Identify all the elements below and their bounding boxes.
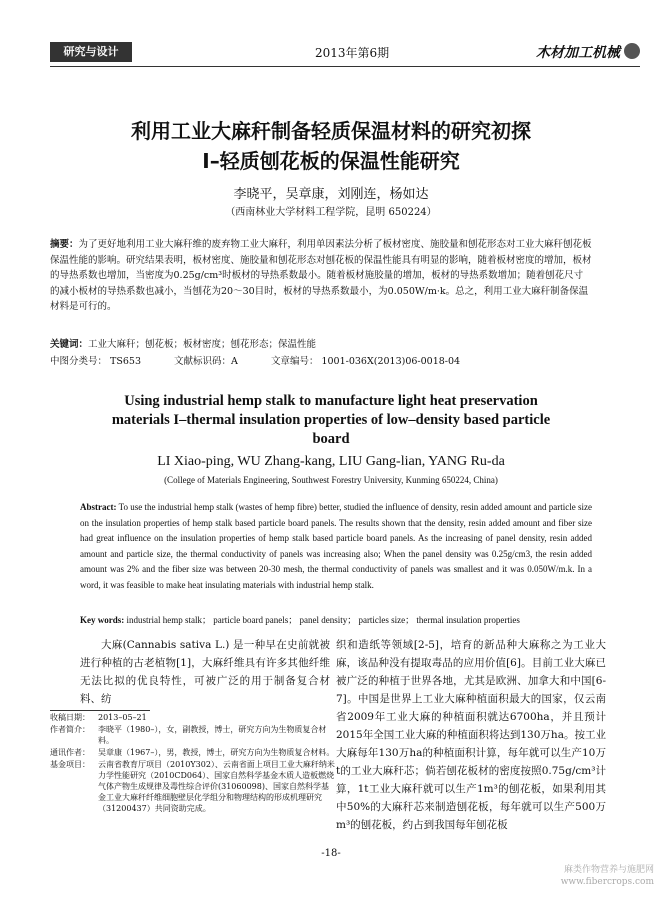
title-en (60, 392, 602, 449)
keywords-cn-label: 关键词： (50, 339, 89, 350)
note-text: 吴章康（1967–），男，教授，博士，研究方向为生物质复合材料。 (98, 748, 335, 757)
affiliation-en: (College of Materials Engineering, Southwest Forestry University, Kunming 650224, China) (164, 475, 498, 485)
title-en-line2: materials I–thermal insulation properties of low–density based particle (111, 412, 551, 428)
title-en-line1: Using industrial hemp stalk to manufacture light heat preservation (124, 393, 538, 409)
abstract-cn (50, 237, 592, 315)
article-number: 文章编号： 1001-036X(2013)06-0018-04 (270, 356, 461, 367)
note-received (50, 712, 335, 723)
note-text: 2013–05–21 (98, 713, 147, 722)
keywords-cn-text: 工业大麻秆；刨花板；板材密度；刨花形态；保温性能 (88, 339, 317, 350)
watermark-line2: www.fibercrops.com (560, 877, 654, 887)
journal-name: 木材加工机械 (536, 45, 620, 61)
note-author (50, 724, 335, 746)
title-cn-line1: 利用工业大麻秆制备轻质保温材料的研究初探 (131, 119, 531, 143)
title-en-line3: board (312, 431, 350, 447)
notes-divider (50, 710, 150, 711)
section-tag: 研究与设计 (50, 42, 132, 62)
abstract-en-text: To use the industrial hemp stalk (wastes of hemp fibre) better, studied the influence of density, resin added amount and particle size on the insulation properties of hemp stalk based particle board panels. The results shown that the density, resin added amount and fiber size had great influence on the insulation properties of hemp stalk based particle board panels. As the increasing of panel density, resin added amount and particle size, the thermal conductivity of panels was increasing also; When the panel density was 0.25g/cm3, the resin added amount was 2% and the fiber size was between 20-30 mesh, the thermal conductivity of panels was smallest and it was 0.050W/m.k. In a word, it was feasible to make heat insulating materials with industrial hemp stalk. (80, 502, 592, 590)
note-label: 收稿日期： (50, 713, 90, 722)
body-left-column: 大麻(Cannabis sativa L.) 是一种早在史前就被进行种植的古老植物[1]，大麻纤维具有许多其他纤维无法比拟的优良特性，可被广泛的用于制备复合材料、纺 (80, 639, 330, 705)
body-right-column: 织和造纸等领域[2-5]，培育的新品种大麻称之为工业大麻，该品种没有提取毒品的应用价值[6]。目前工业大麻已被广泛的种植于世界各地，尤其是欧洲、加拿大和中国[6-7]。中国是世界上工业大麻种植面积最大的国家，仅云南省2009年工业大麻的种植面积就达6700ha，并且预计2015年全国工业大麻的种植面积将达到130万ha。按工业大麻每年130万ha的种植面积计算，每年就可以生产10万t的工业大麻秆芯；倘若刨花板材的密度按照0.75g/cm³计算，1t工业大麻秆就可以生产1m³的刨花板，如果利用其中50%的大麻秆芯来制造刨花板，每年就可以生产500万m³的刨花板，约占到我国每年刨花板 (336, 639, 606, 831)
abstract-en-label: Abstract: (80, 502, 117, 512)
note-label: 作者简介： (50, 725, 90, 734)
watermark-line1: 麻类作物营养与施肥网 (563, 865, 654, 875)
note-funding (50, 759, 335, 814)
header-divider (50, 66, 640, 67)
title-cn-line2: I–轻质刨花板的保温性能研究 (202, 149, 460, 173)
keywords-en (80, 613, 622, 626)
keywords-en-text: industrial hemp stalk； particle board panels； panel density； particles size； thermal insulation properties (126, 615, 520, 625)
authors-cn: 李晓平，吴章康，刘刚连，杨如达 (233, 187, 429, 202)
note-label: 基金项目： (50, 760, 90, 769)
watermark (561, 864, 654, 888)
abstract-cn-label: 摘要： (50, 239, 79, 250)
journal-logo-icon (624, 43, 640, 59)
issue-label: 2013年第6期 (315, 46, 390, 60)
abstract-en (80, 500, 592, 593)
note-corresponding (50, 747, 335, 758)
note-text: 云南省教育厅项目（2010Y302）、云南省面上项目工业大麻秆纳米力学性能研究（2010CD064）、国家自然科学基金木质人造板燃烧气体产物生成规律及毒性综合评价(31060098)、国家自然科学基金工业大麻秆纤维细胞壁层化学组分和物理结构的形成机理研究（31200437）共同资助完成。 (98, 760, 335, 813)
affiliation-cn: （西南林业大学材料工程学院，昆明 650224） (225, 207, 437, 218)
classification-line (50, 353, 592, 367)
note-label: 通讯作者： (50, 748, 90, 757)
page-number: -18- (321, 848, 341, 859)
abstract-cn-text: 为了更好地利用工业大麻秆维的废弃物工业大麻秆，利用单因素法分析了板材密度、施胶量和刨花形态对工业大麻秆刨花板保温性能的影响。研究结果表明，板材密度、施胶量和刨花形态对刨花板的保温性能具有明显的影响，随着板材密度的增加，板材的导热系数也增加，当密度为0.25g/cm³时板材的导热系数最小。随着板材施胶量的增加，板材的导热系数增加；随着刨花尺寸的减小板材的导热系数也减小，当刨花为20～30目时，板材的导热系数最小，为0.050W/m·k。总之，利用工业大麻秆制备保温材料是可行的。 (50, 239, 592, 312)
footnotes (50, 712, 335, 815)
keywords-cn (50, 336, 592, 350)
clc-number: 中图分类号： TS653 (50, 356, 141, 367)
authors-en: LI Xiao-ping, WU Zhang-kang, LIU Gang-lian, YANG Ru-da (157, 454, 505, 469)
note-text: 李晓平（1980–），女，副教授，博士，研究方向为生物质复合材料。 (98, 725, 327, 745)
keywords-en-label: Key words: (80, 615, 125, 625)
page-header (50, 42, 640, 66)
title-cn (40, 116, 622, 176)
document-code: 文献标识码：A (174, 356, 238, 367)
